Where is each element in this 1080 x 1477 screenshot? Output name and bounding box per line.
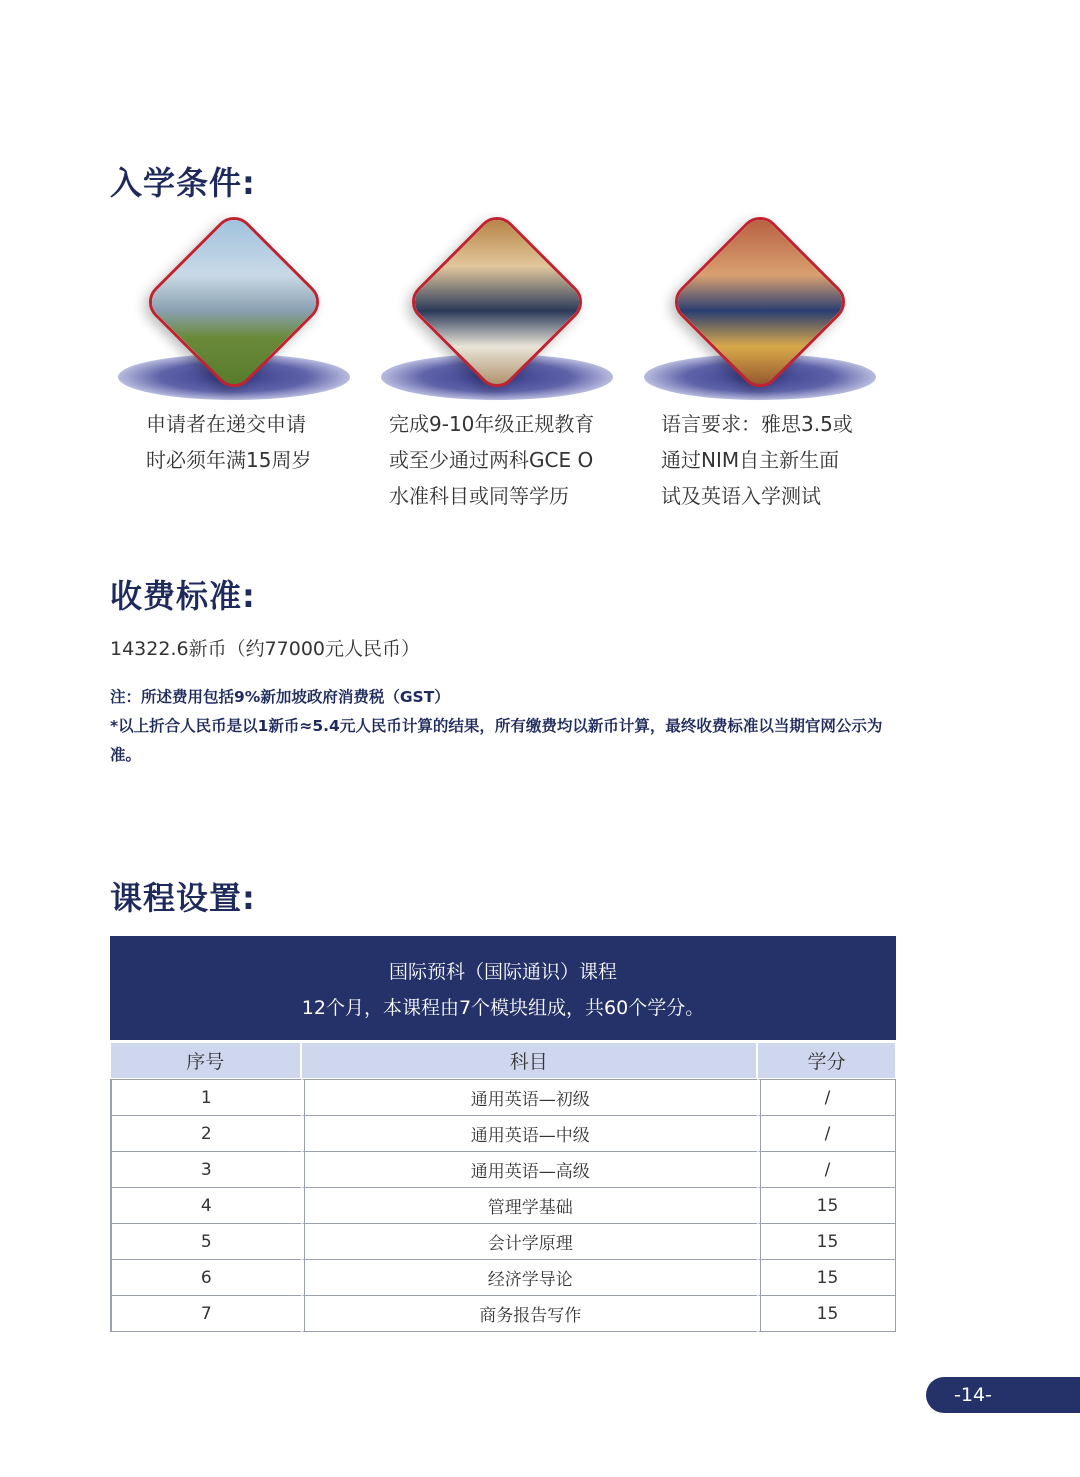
requirement-age [118,228,358,472]
table-row [110,1116,896,1152]
row-subject: 管理学基础 [301,1188,757,1224]
table-row [110,1224,896,1260]
table-row [110,1079,896,1116]
requirement-education-image [381,228,613,408]
requirement-age-image [118,228,350,408]
row-credits: 15 [757,1260,896,1296]
row-no: 2 [110,1116,301,1152]
fee-notes [110,683,910,770]
row-subject: 商务报告写作 [301,1296,757,1332]
admission-title: 入学条件: [110,164,256,202]
table-row [110,1188,896,1224]
row-credits: 15 [757,1296,896,1332]
row-subject: 会计学原理 [301,1224,757,1260]
courses-title: 课程设置: [110,879,256,917]
row-no: 5 [110,1224,301,1260]
row-credits: 15 [757,1188,896,1224]
requirement-language-image [644,228,876,408]
row-subject: 通用英语—中级 [301,1116,757,1152]
header-credits: 学分 [757,1040,896,1079]
header-no: 序号 [110,1040,301,1079]
course-banner-title: 国际预科（国际通识）课程 [388,961,617,983]
course-table [110,936,896,1332]
row-subject: 通用英语—高级 [301,1152,757,1188]
fee-note-gst: 注：所述费用包括9%新加坡政府消费税（GST） [110,688,450,706]
page-number: -14- [926,1377,1080,1413]
row-subject: 经济学导论 [301,1260,757,1296]
requirement-age-text: 申请者在递交申请 时必须年满15周岁 [146,412,312,472]
table-header-row [110,1040,896,1079]
row-no: 3 [110,1152,301,1188]
row-no: 7 [110,1296,301,1332]
table-row [110,1152,896,1188]
requirement-language-text: 语言要求：雅思3.5或 通过NIM自主新生面 试及英语入学测试 [661,412,853,508]
row-no: 6 [110,1260,301,1296]
row-credits: 15 [757,1224,896,1260]
row-subject: 通用英语—初级 [301,1079,757,1116]
course-banner-summary: 12个月，本课程由7个模块组成，共60个学分。 [301,997,705,1019]
row-credits: / [757,1116,896,1152]
fees-title: 收费标准: [110,577,256,615]
row-credits: / [757,1152,896,1188]
requirement-education [381,228,621,508]
table-row [110,1260,896,1296]
table-row [110,1296,896,1332]
fee-amount: 14322.6新币（约77000元人民币） [110,638,421,660]
fee-note-exchange: *以上折合人民币是以1新币≈5.4元人民币计算的结果，所有缴费均以新币计算，最终收费标准以当期官网公示为准。 [110,717,883,764]
course-banner [110,936,896,1040]
requirement-education-text: 完成9-10年级正规教育 或至少通过两科GCE O 水准科目或同等学历 [389,412,595,508]
row-credits: / [757,1079,896,1116]
requirement-language [644,228,884,508]
row-no: 4 [110,1188,301,1224]
row-no: 1 [110,1079,301,1116]
header-subject: 科目 [301,1040,757,1079]
